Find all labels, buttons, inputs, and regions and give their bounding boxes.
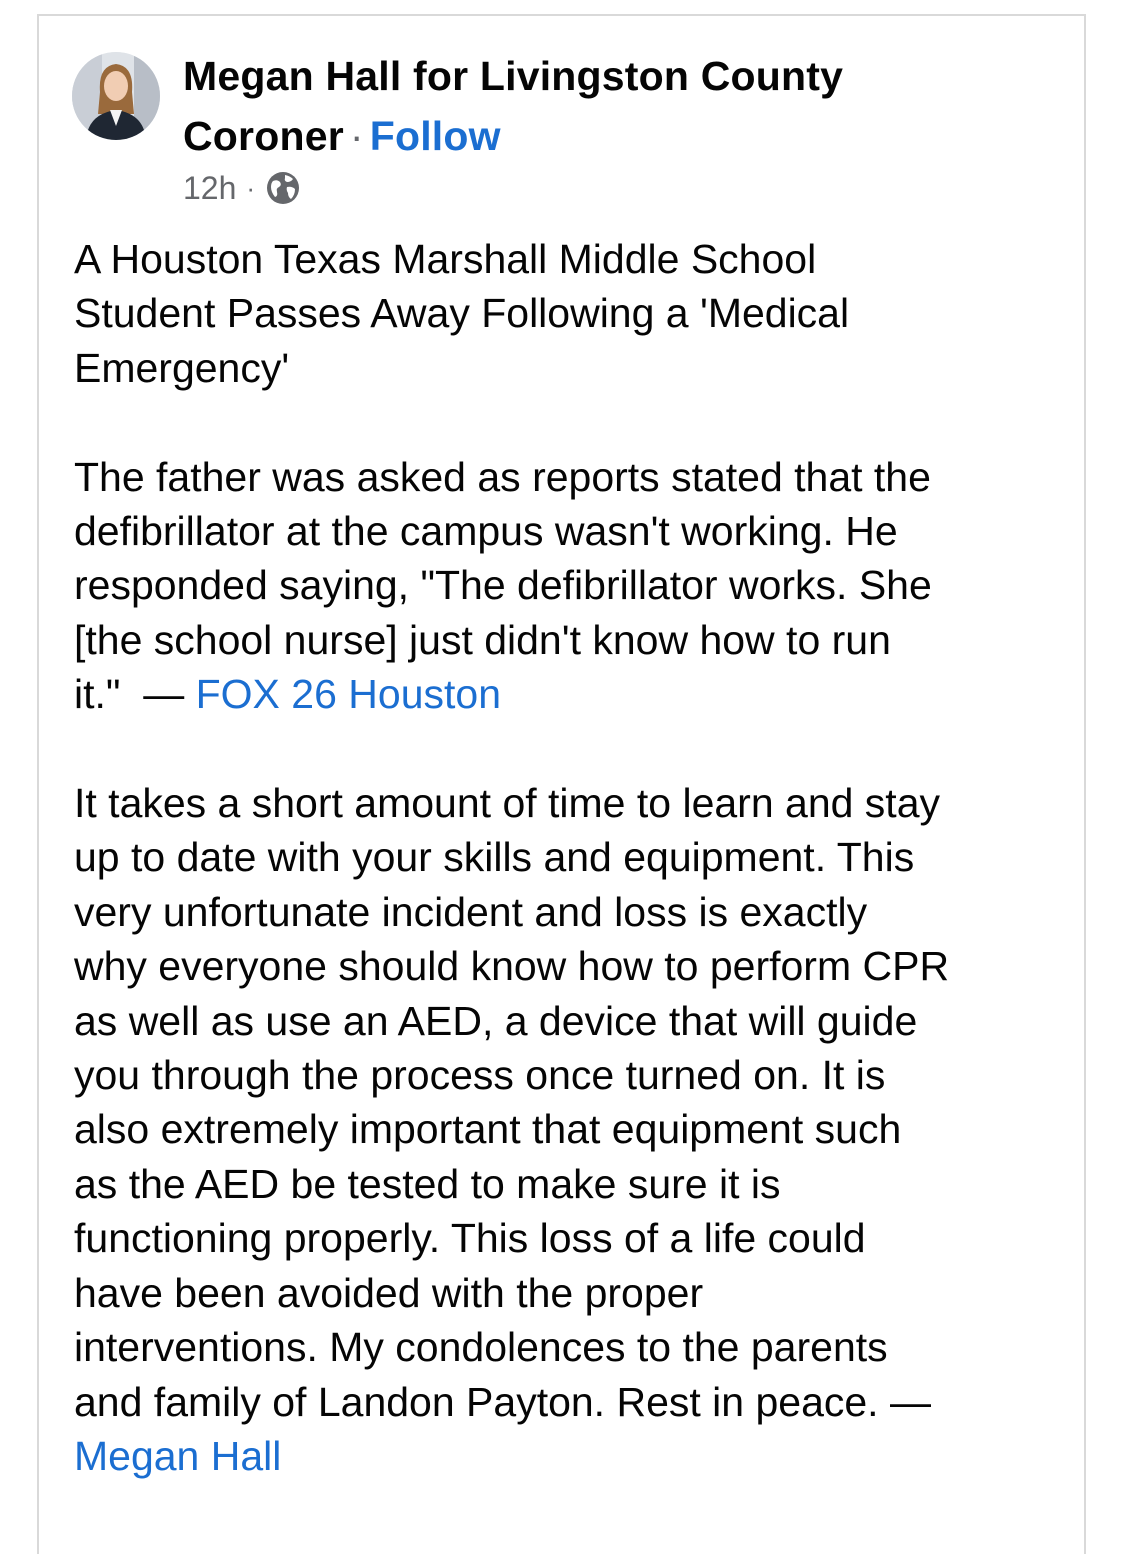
quote-line: defibrillator at the campus wasn't working. He bbox=[74, 508, 898, 555]
paragraph-line: you through the process once turned on. It is bbox=[74, 1052, 886, 1099]
quote-line: responded saying, "The defibrillator works. She bbox=[74, 562, 932, 609]
paragraph-line: as well as use an AED, a device that will guide bbox=[74, 997, 918, 1044]
quote-line: [the school nurse] just didn't know how to run bbox=[74, 616, 891, 663]
quote-line-with-source bbox=[74, 667, 1074, 721]
paragraph-line: up to date with your skills and equipment. This bbox=[74, 834, 915, 881]
quote-line: The father was asked as reports stated that the bbox=[74, 453, 931, 500]
paragraph-line: functioning properly. This loss of a life could bbox=[74, 1215, 866, 1262]
paragraph-line: It takes a short amount of time to learn and stay bbox=[74, 780, 941, 827]
paragraph-gap bbox=[74, 395, 1074, 449]
author-avatar[interactable] bbox=[72, 52, 160, 140]
post-timestamp[interactable]: 12h bbox=[183, 169, 237, 206]
meta-separator: · bbox=[246, 172, 256, 203]
signature-line bbox=[74, 1429, 1074, 1483]
post-author-header bbox=[183, 46, 963, 166]
header-separator: · bbox=[349, 113, 364, 159]
paragraph-line: why everyone should know how to perform CPR bbox=[74, 943, 950, 990]
headline-line: Student Passes Away Following a 'Medical bbox=[74, 290, 850, 337]
headline-line: A Houston Texas Marshall Middle School bbox=[74, 236, 817, 282]
author-name-line2[interactable]: Coroner bbox=[183, 113, 344, 159]
globe-icon bbox=[265, 170, 301, 206]
post-body bbox=[74, 232, 1074, 1483]
avatar-photo bbox=[72, 52, 160, 140]
author-name-line1[interactable]: Megan Hall for Livingston County bbox=[183, 53, 844, 99]
follow-button[interactable]: Follow bbox=[369, 113, 501, 159]
post-card bbox=[37, 14, 1086, 1554]
headline-line: Emergency' bbox=[74, 344, 290, 391]
post-meta bbox=[183, 168, 301, 208]
signature-link[interactable]: Megan Hall bbox=[74, 1432, 282, 1479]
paragraph-gap bbox=[74, 722, 1074, 776]
quote-line-end: it." — bbox=[74, 671, 196, 718]
paragraph-line: have been avoided with the proper bbox=[74, 1269, 704, 1316]
paragraph-line: as the AED be tested to make sure it is bbox=[74, 1160, 781, 1207]
paragraph-line: also extremely important that equipment such bbox=[74, 1106, 902, 1153]
quote-source-link[interactable]: FOX 26 Houston bbox=[195, 671, 502, 718]
paragraph-line: interventions. My condolences to the parents bbox=[74, 1324, 888, 1371]
paragraph-line: and family of Landon Payton. Rest in peace. — bbox=[74, 1378, 931, 1425]
paragraph-line: very unfortunate incident and loss is exactly bbox=[74, 888, 868, 935]
